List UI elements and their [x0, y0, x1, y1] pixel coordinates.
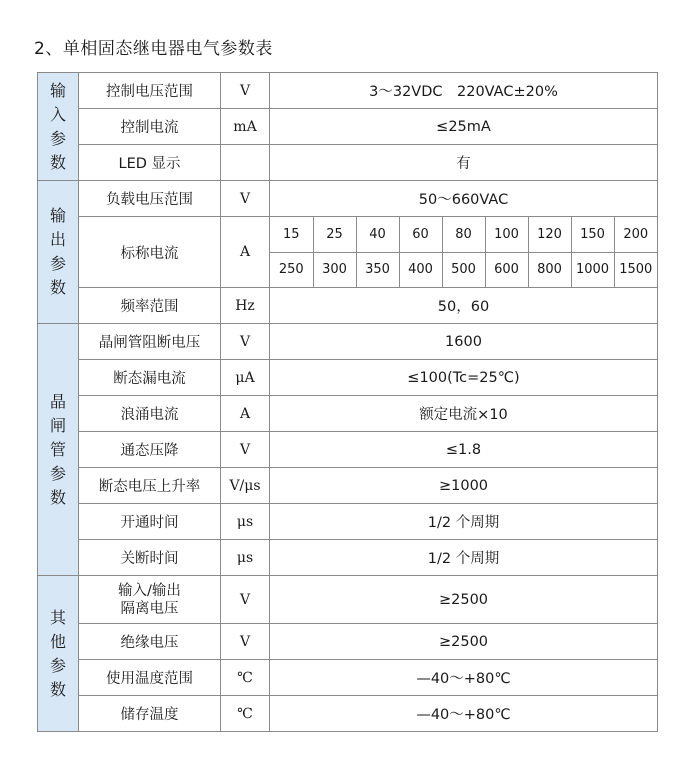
- param-value: —40～+80℃: [270, 696, 658, 732]
- current-value: 1000: [571, 252, 614, 287]
- current-value: 15: [270, 217, 313, 252]
- page-title: 2、单相固态继电器电气参数表: [34, 39, 273, 59]
- param-name: 标称电流: [79, 217, 221, 288]
- param-name: 输入/输出 隔离电压: [79, 576, 221, 624]
- table-row: [38, 468, 658, 504]
- current-value: 80: [442, 217, 485, 252]
- param-name: 浪涌电流: [79, 396, 221, 432]
- current-value: 350: [356, 252, 399, 287]
- group-thyristor-label: 晶 闸 管 参 数: [38, 324, 79, 576]
- table-row: [38, 217, 658, 288]
- current-value: 40: [356, 217, 399, 252]
- table-row: [38, 696, 658, 732]
- rated-current-table: [270, 217, 657, 287]
- param-value: ≤1.8: [270, 432, 658, 468]
- group-output-label: 输 出 参 数: [38, 181, 79, 324]
- param-unit: V: [221, 432, 270, 468]
- current-value: 500: [442, 252, 485, 287]
- current-value: 400: [399, 252, 442, 287]
- param-unit: A: [221, 217, 270, 288]
- param-unit: V: [221, 324, 270, 360]
- current-value: 120: [528, 217, 571, 252]
- param-value: 1/2 个周期: [270, 504, 658, 540]
- param-value: ≥2500: [270, 624, 658, 660]
- current-value: 25: [313, 217, 356, 252]
- param-unit: [221, 145, 270, 181]
- param-value: 50～660VAC: [270, 181, 658, 217]
- param-value: 3～32VDC 220VAC±20%: [270, 73, 658, 109]
- param-unit: Hz: [221, 288, 270, 324]
- param-unit: V/μs: [221, 468, 270, 504]
- current-value: 100: [485, 217, 528, 252]
- param-unit: μA: [221, 360, 270, 396]
- param-value: 有: [270, 145, 658, 181]
- param-name: 关断时间: [79, 540, 221, 576]
- table-row: [38, 624, 658, 660]
- current-value: 600: [485, 252, 528, 287]
- param-unit: μs: [221, 540, 270, 576]
- group-other-label: 其 他 参 数: [38, 576, 79, 732]
- param-name: 控制电流: [79, 109, 221, 145]
- param-name: 开通时间: [79, 504, 221, 540]
- rated-current-grid: [270, 217, 658, 288]
- param-unit: V: [221, 624, 270, 660]
- table-row: [38, 181, 658, 217]
- param-unit: V: [221, 73, 270, 109]
- current-value: 300: [313, 252, 356, 287]
- param-name: 断态电压上升率: [79, 468, 221, 504]
- param-name: 通态压降: [79, 432, 221, 468]
- param-name: 控制电压范围: [79, 73, 221, 109]
- param-unit: ℃: [221, 696, 270, 732]
- param-unit: μs: [221, 504, 270, 540]
- param-name: 绝缘电压: [79, 624, 221, 660]
- param-unit: mA: [221, 109, 270, 145]
- param-unit: A: [221, 396, 270, 432]
- param-name: 晶闸管阻断电压: [79, 324, 221, 360]
- current-value: 200: [614, 217, 657, 252]
- param-value: 50，60: [270, 288, 658, 324]
- current-value: 250: [270, 252, 313, 287]
- rated-current-row: [270, 252, 657, 287]
- param-name: 频率范围: [79, 288, 221, 324]
- rated-current-row: [270, 217, 657, 252]
- param-value: 额定电流×10: [270, 396, 658, 432]
- param-unit: V: [221, 576, 270, 624]
- param-value: 1600: [270, 324, 658, 360]
- param-value: ≤100(Tc=25℃): [270, 360, 658, 396]
- param-name: LED 显示: [79, 145, 221, 181]
- current-value: 150: [571, 217, 614, 252]
- table-row: [38, 73, 658, 109]
- param-unit: V: [221, 181, 270, 217]
- current-value: 800: [528, 252, 571, 287]
- table-row: [38, 145, 658, 181]
- param-value: ≤25mA: [270, 109, 658, 145]
- table-row: [38, 360, 658, 396]
- param-name: 负载电压范围: [79, 181, 221, 217]
- table-row: [38, 288, 658, 324]
- table-row: [38, 504, 658, 540]
- table-row: [38, 432, 658, 468]
- table-row: [38, 324, 658, 360]
- table-row: [38, 396, 658, 432]
- current-value: 60: [399, 217, 442, 252]
- group-input-label: 输 入 参 数: [38, 73, 79, 181]
- table-row: [38, 540, 658, 576]
- table-row: [38, 109, 658, 145]
- table-row: [38, 576, 658, 624]
- table-row: [38, 660, 658, 696]
- param-value: ≥1000: [270, 468, 658, 504]
- param-value: 1/2 个周期: [270, 540, 658, 576]
- parameter-table: [37, 72, 658, 732]
- param-value: ≥2500: [270, 576, 658, 624]
- param-unit: ℃: [221, 660, 270, 696]
- param-name: 使用温度范围: [79, 660, 221, 696]
- param-name: 断态漏电流: [79, 360, 221, 396]
- param-value: —40～+80℃: [270, 660, 658, 696]
- current-value: 1500: [619, 262, 653, 278]
- param-name: 储存温度: [79, 696, 221, 732]
